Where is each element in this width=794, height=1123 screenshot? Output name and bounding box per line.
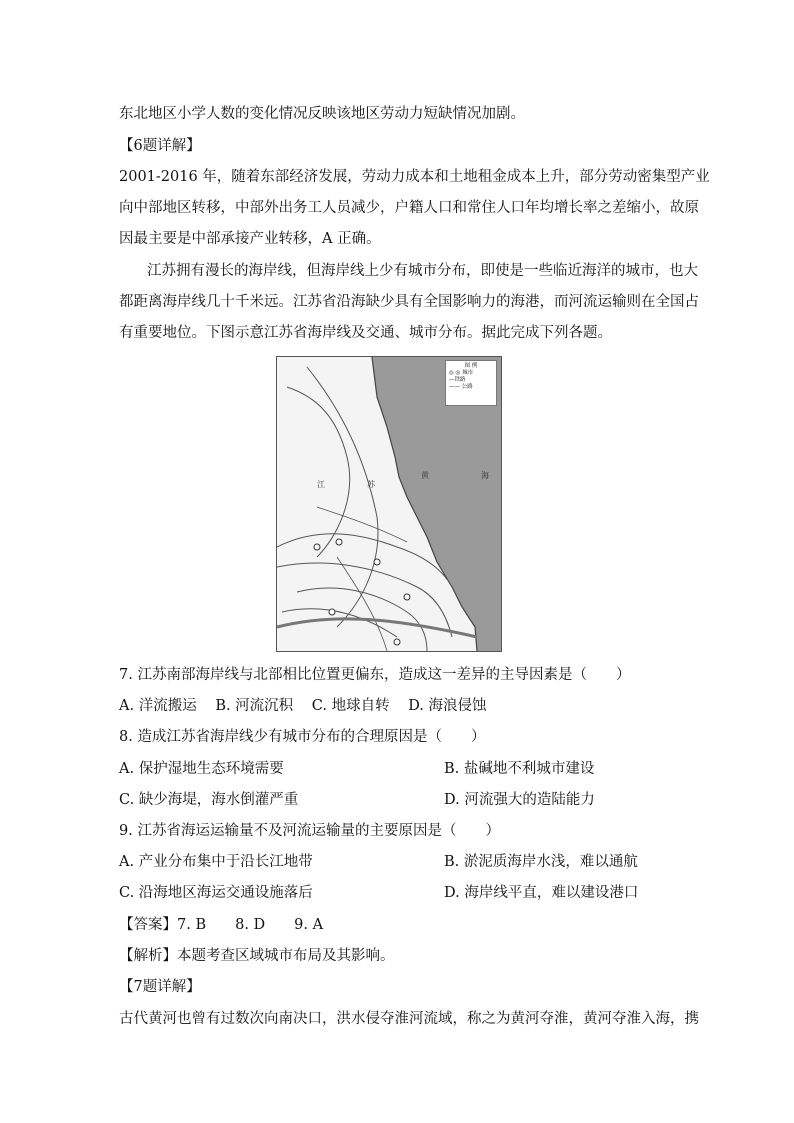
- q7-option-c: C. 地球自转: [311, 698, 390, 714]
- paragraph-line: 向中部地区转移，中部外出务工人员减少，户籍人口和常住人口年均增长率之差缩小，故原: [119, 200, 699, 216]
- city-marker: [329, 609, 335, 615]
- paragraph-line: 古代黄河也曾有过数次向南决口，洪水侵夺淮河流域，称之为黄河夺淮，黄河夺淮入海，携: [119, 1011, 699, 1027]
- question-7-options: [119, 697, 501, 715]
- city-marker: [374, 559, 380, 565]
- city-marker: [394, 639, 400, 645]
- q8-option-a: A. 保护湿地生态环境需要: [119, 761, 284, 777]
- q7-option-d: D. 海浪侵蚀: [408, 698, 487, 714]
- q9-option-b: B. 淤泥质海岸水浅，难以通航: [444, 854, 638, 870]
- q8-option-d: D. 河流强大的造陆能力: [444, 792, 595, 808]
- paragraph-line: 东北地区小学人数的变化情况反映该地区劳动力短缺情况加剧。: [119, 106, 525, 122]
- analysis-line: 【解析】本题考查区域城市布局及其影响。: [119, 948, 395, 964]
- map-label-jiang: 江: [317, 480, 325, 489]
- map-label-hai: 海: [481, 471, 489, 480]
- legend-title: 图 例: [464, 363, 478, 369]
- legend-rail: —铁路: [449, 377, 466, 383]
- map-label-su: 苏: [367, 480, 375, 489]
- q8-option-c: C. 缺少海堤，海水倒灌严重: [119, 792, 299, 808]
- jiangsu-coastline-map: [276, 356, 502, 652]
- question-9: 9. 江苏省海运运输量不及河流运输量的主要原因是（ ）: [119, 823, 500, 839]
- intro-paragraph: 都距离海岸线几十千米远。江苏省沿海缺少具有全国影响力的海港，而河流运输则在全国占: [119, 294, 699, 310]
- section-heading-q7: 【7题详解】: [119, 979, 201, 995]
- question-8: 8. 造成江苏省海岸线少有城市分布的合理原因是（ ）: [119, 729, 486, 745]
- intro-paragraph: 江苏拥有漫长的海岸线，但海岸线上少有城市分布，即使是一些临近海洋的城市，也大: [147, 263, 698, 279]
- question-7: 7. 江苏南部海岸线与北部相比位置更偏东，造成这一差异的主导因素是（ ）: [119, 667, 631, 683]
- map-label-huang: 黄: [421, 471, 429, 480]
- q9-option-a: A. 产业分布集中于沿长江地带: [119, 854, 313, 870]
- q8-option-b: B. 盐碱地不利城市建设: [444, 761, 595, 777]
- city-marker: [404, 594, 410, 600]
- paragraph-line: 2001-2016 年，随着东部经济发展，劳动力成本和土地租金成本上升，部分劳动密集型产业: [119, 169, 710, 185]
- road-line: [337, 557, 387, 651]
- section-heading-q6: 【6题详解】: [119, 138, 201, 154]
- city-marker: [314, 544, 320, 550]
- q9-option-c: C. 沿海地区海运交通设施落后: [119, 885, 313, 901]
- paragraph-line: 因最主要是中部承接产业转移，A 正确。: [119, 231, 381, 247]
- intro-paragraph: 有重要地位。下图示意江苏省海岸线及交通、城市分布。据此完成下列各题。: [119, 325, 612, 341]
- q7-option-a: A. 洋流搬运: [119, 698, 197, 714]
- q7-option-b: B. 河流沉积: [215, 698, 294, 714]
- answer-line: 【答案】7. B 8. D 9. A: [119, 917, 324, 933]
- city-marker: [336, 539, 342, 545]
- road-line: [307, 367, 378, 627]
- legend-road: —— 公路: [449, 384, 473, 390]
- road-line: [287, 387, 350, 557]
- q9-option-d: D. 海岸线平直，难以建设港口: [444, 885, 639, 901]
- legend-city: ◎ ◎ 城市: [449, 370, 474, 376]
- map-legend: [445, 360, 497, 406]
